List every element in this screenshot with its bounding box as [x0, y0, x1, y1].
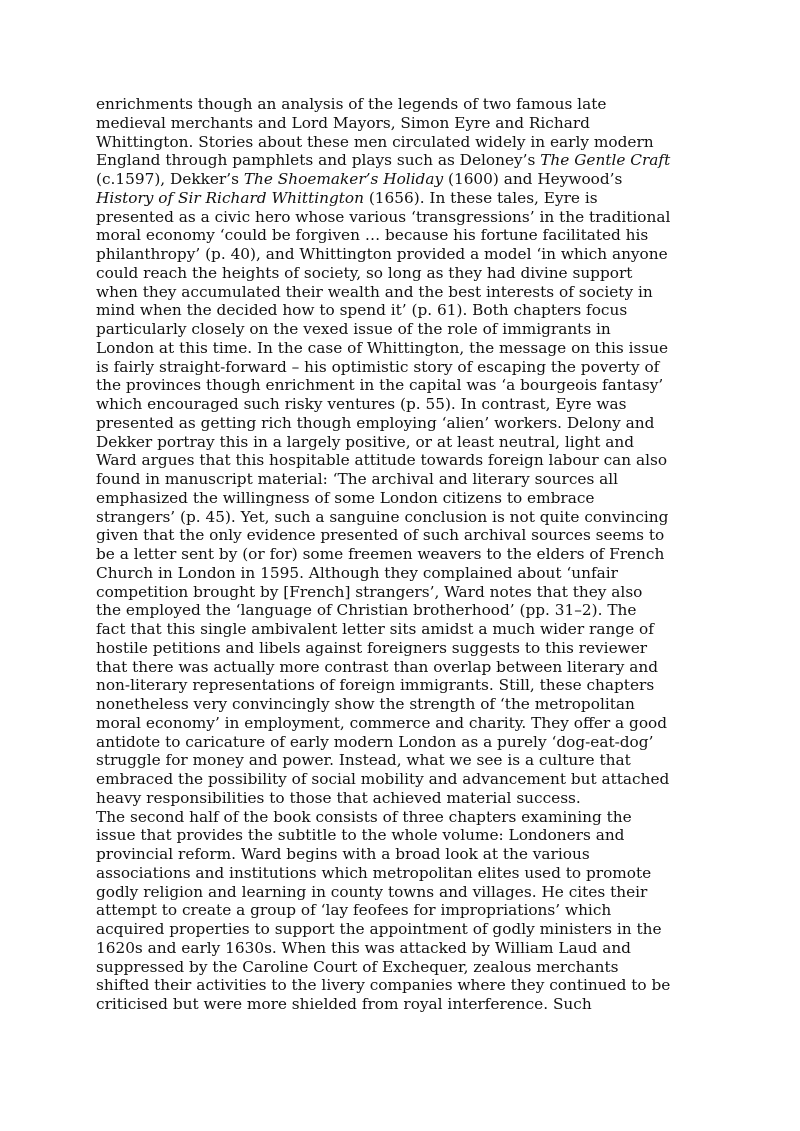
text-segment: suppressed by the Caroline Court of Exchequer, zealous merchants	[96, 957, 619, 976]
text-segment: nonetheless very convincingly show the strength of ‘the metropolitan	[96, 695, 635, 713]
text-segment: shifted their activities to the livery companies where they continued to be	[96, 976, 671, 995]
text-line	[96, 564, 716, 583]
text-line	[96, 451, 716, 470]
text-segment: enrichments though an analysis of the legends of two famous late	[96, 95, 607, 113]
text-segment: non-literary representations of foreign immigrants. Still, these chapters	[96, 676, 655, 695]
text-segment: be a letter sent by (or for) some freemen weavers to the elders of French	[96, 545, 665, 563]
text-segment: which encouraged such risky ventures (p. 55). In contrast, Eyre was	[96, 395, 627, 413]
italic-title: History of Sir Richard Whittington	[96, 188, 364, 207]
text-line	[96, 414, 716, 433]
text-segment: found in manuscript material: ‘The archival and literary sources all	[96, 470, 619, 488]
text-line	[96, 470, 716, 489]
text-line	[96, 583, 716, 602]
text-line	[96, 939, 716, 958]
text-line	[96, 808, 716, 827]
text-segment: (c.1597), Dekker’s	[96, 170, 244, 188]
text-line	[96, 433, 716, 452]
text-segment: struggle for money and power. Instead, what we see is a culture that	[96, 751, 631, 770]
text-line	[96, 508, 716, 527]
text-line	[96, 283, 716, 302]
text-line	[96, 976, 716, 995]
text-segment: strangers’ (p. 45). Yet, such a sanguine conclusion is not quite convincing	[96, 507, 669, 526]
text-line	[96, 545, 716, 564]
text-segment: that there was actually more contrast than overlap between literary and	[96, 657, 659, 676]
text-segment: antidote to caricature of early modern London as a purely ‘dog-eat-dog’	[96, 732, 654, 751]
text-segment: Whittington. Stories about these men circulated widely in early modern	[96, 132, 654, 151]
document-body	[96, 95, 716, 1014]
text-line	[96, 883, 716, 902]
italic-title: The Gentle Craft	[540, 151, 671, 170]
text-line	[96, 489, 716, 508]
text-segment: philanthropy’ (p. 40), and Whittington provided a model ‘in which anyone	[96, 245, 668, 263]
text-line	[96, 676, 716, 695]
text-line	[96, 151, 716, 170]
text-segment: acquired properties to support the appointment of godly ministers in the	[96, 920, 662, 938]
text-line	[96, 695, 716, 714]
text-line	[96, 901, 716, 920]
text-line	[96, 658, 716, 677]
text-segment: (1656). In these tales, Eyre is	[363, 188, 598, 207]
text-line	[96, 826, 716, 845]
text-segment: emphasized the willingness of some London citizens to embrace	[96, 488, 595, 507]
text-line	[96, 920, 716, 939]
text-segment: London at this time. In the case of Whittington, the message on this issue	[96, 338, 669, 357]
text-line	[96, 301, 716, 320]
text-segment: attempt to create a group of ‘lay feofees for impropriations’ which	[96, 901, 612, 920]
text-line	[96, 358, 716, 377]
text-line	[96, 639, 716, 658]
text-line	[96, 958, 716, 977]
text-line	[96, 208, 716, 227]
text-segment: could reach the heights of society, so long as they had divine support	[96, 263, 633, 282]
text-segment: medieval merchants and Lord Mayors, Simon Eyre and Richard	[96, 113, 590, 132]
text-segment: when they accumulated their wealth and the best interests of society in	[96, 282, 653, 301]
text-segment: The second half of the book consists of three chapters examining the	[96, 807, 632, 826]
text-segment: issue that provides the subtitle to the whole volume: Londoners and	[96, 826, 625, 845]
paragraph	[96, 808, 716, 1014]
text-line	[96, 620, 716, 639]
text-line	[96, 395, 716, 414]
paragraph	[96, 95, 716, 808]
text-line	[96, 845, 716, 864]
text-line	[96, 376, 716, 395]
text-line	[96, 733, 716, 752]
text-segment: provincial reform. Ward begins with a broad look at the various	[96, 845, 590, 863]
text-segment: England through pamphlets and plays such as Deloney’s	[96, 151, 541, 170]
text-segment: Dekker portray this in a largely positive, or at least neutral, light and	[96, 432, 635, 451]
text-segment: particularly closely on the vexed issue of the role of immigrants in	[96, 320, 611, 338]
text-segment: 1620s and early 1630s. When this was attacked by William Laud and	[96, 938, 631, 957]
text-line	[96, 714, 716, 733]
text-segment: mind when the decided how to spend it’ (p. 61). Both chapters focus	[96, 301, 628, 320]
text-line	[96, 320, 716, 339]
text-segment: moral economy’ in employment, commerce and charity. They offer a good	[96, 713, 668, 732]
text-segment: criticised but were more shielded from royal interference. Such	[96, 995, 592, 1013]
text-segment: heavy responsibilities to those that achieved material success.	[96, 788, 581, 807]
text-line	[96, 751, 716, 770]
text-line	[96, 189, 716, 208]
text-line	[96, 770, 716, 789]
text-line	[96, 601, 716, 620]
text-segment: (1600) and Heywood’s	[443, 170, 623, 188]
text-segment: moral economy ‘could be forgiven … because his fortune facilitated his	[96, 226, 649, 245]
text-line	[96, 789, 716, 808]
text-line	[96, 133, 716, 152]
text-segment: Church in London in 1595. Although they complained about ‘unfair	[96, 563, 618, 582]
text-segment: Ward argues that this hospitable attitude towards foreign labour can also	[96, 451, 668, 470]
text-segment: godly religion and learning in county towns and villages. He cites their	[96, 882, 648, 901]
text-segment: competition brought by [French] strangers’, Ward notes that they also	[96, 582, 643, 601]
text-line	[96, 864, 716, 883]
text-segment: the employed the ‘language of Christian brotherhood’ (pp. 31–2). The	[96, 601, 637, 620]
text-line	[96, 170, 716, 189]
text-line	[96, 995, 716, 1014]
text-segment: presented as getting rich though employing ‘alien’ workers. Delony and	[96, 413, 655, 432]
text-line	[96, 264, 716, 283]
text-segment: is fairly straight-forward – his optimistic story of escaping the poverty of	[96, 357, 660, 376]
text-line	[96, 245, 716, 264]
text-segment: given that the only evidence presented of such archival sources seems to	[96, 526, 665, 545]
text-segment: hostile petitions and libels against foreigners suggests to this reviewer	[96, 638, 648, 657]
text-line	[96, 526, 716, 545]
text-segment: fact that this single ambivalent letter sits amidst a much wider range of	[96, 620, 654, 638]
text-segment: associations and institutions which metropolitan elites used to promote	[96, 863, 652, 882]
text-line	[96, 114, 716, 133]
text-segment: embraced the possibility of social mobility and advancement but attached	[96, 770, 670, 788]
text-line	[96, 95, 716, 114]
text-line	[96, 339, 716, 358]
text-line	[96, 226, 716, 245]
italic-title: The Shoemaker’s Holiday	[243, 170, 444, 188]
text-segment: the provinces though enrichment in the capital was ‘a bourgeois fantasy’	[96, 376, 664, 395]
text-segment: presented as a civic hero whose various ‘transgressions’ in the traditional	[96, 207, 671, 226]
